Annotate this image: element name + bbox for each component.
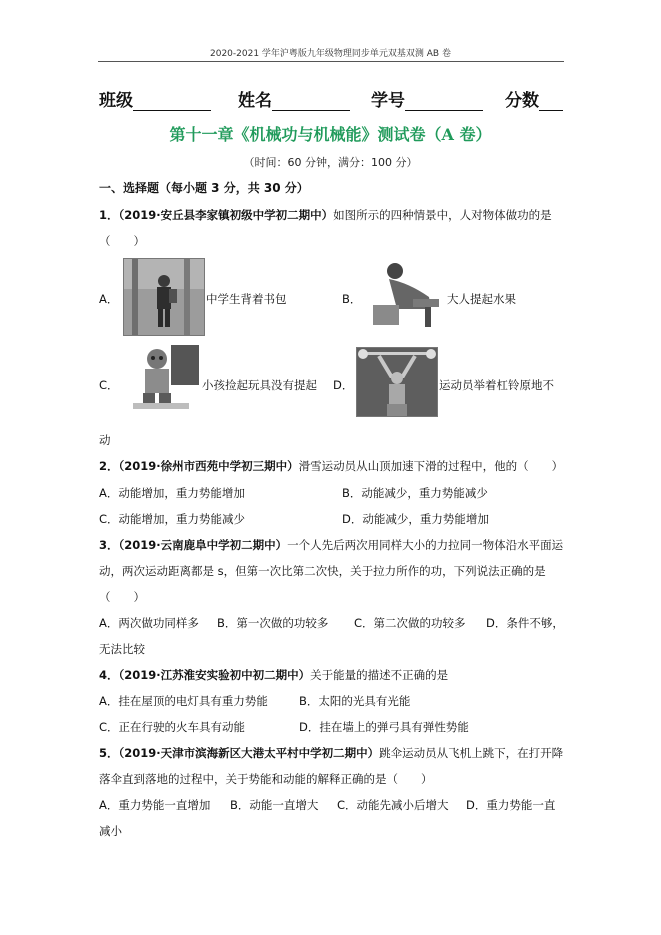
question-3-option-a [99, 615, 199, 631]
question-4-option-d [299, 719, 469, 735]
question-text: 一个人先后两次用同样大小的力拉同一物体沿水平面运 [287, 538, 564, 552]
option-label: C． [354, 616, 374, 630]
option-label: B． [230, 798, 250, 812]
option-text: 动能减少，重力势能增加 [362, 512, 489, 526]
question-1-option-a-text: 中学生背着书包 [206, 292, 287, 306]
option-label: B． [342, 486, 362, 500]
option-text: 两次做功同样多 [118, 616, 199, 630]
section-heading: 一、选择题（每小题 3 分，共 30 分） [99, 181, 309, 195]
question-5-stem-cont: 落伞直到落地的过程中，关于势能和动能的解释正确的是（ ） [99, 772, 433, 786]
option-label: A． [99, 694, 119, 708]
question-5-option-d-cont: 减小 [99, 824, 122, 838]
question-5-stem [99, 745, 563, 761]
photo-child-toy [123, 345, 199, 411]
question-2-stem [99, 458, 563, 474]
question-3-option-d-cont: 无法比较 [99, 642, 145, 656]
question-source: 1．（2019·安丘县李家镇初级中学初二期中） [99, 208, 334, 222]
page-title: 第十一章《机械功与机械能》测试卷（A 卷） [169, 125, 492, 144]
question-3-stem-cont: 动，两次运动距离都是 s，但第一次比第二次快，关于拉力所作的功，下列说法正确的是 [99, 564, 546, 578]
question-2-option-d [342, 511, 489, 527]
question-1-option-b-text: 大人提起水果 [447, 292, 516, 306]
score-blank[interactable] [539, 92, 563, 111]
name-blank[interactable] [272, 92, 350, 111]
option-text: 动能先减小后增大 [356, 798, 449, 812]
option-label: A． [99, 616, 119, 630]
question-3-option-b [217, 615, 328, 631]
id-label: 学号 [371, 91, 405, 111]
option-text: 重力势能一直 [486, 798, 556, 812]
id-field [371, 86, 483, 111]
class-blank[interactable] [133, 92, 211, 111]
question-5-option-a [99, 797, 210, 813]
question-4-option-c [99, 719, 245, 735]
question-1-option-d-text: 运动员举着杠铃原地不 [439, 378, 554, 392]
name-label: 姓名 [238, 91, 272, 111]
class-field [99, 86, 211, 111]
class-label: 班级 [99, 91, 133, 111]
option-label: D． [299, 720, 320, 734]
question-source: 5．（2019·天津市滨海新区大港太平村中学初二期中） [99, 746, 380, 760]
option-label: C． [99, 512, 119, 526]
question-text: 跳伞运动员从飞机上跳下，在打开降 [379, 746, 564, 760]
option-text: 第二次做的功较多 [373, 616, 466, 630]
option-label: C． [337, 798, 357, 812]
question-5-option-c [337, 797, 449, 813]
question-3-stem-paren: （ ） [99, 590, 145, 604]
question-1-option-a-label: A． [99, 292, 119, 306]
option-label: A． [99, 486, 119, 500]
question-3-stem [99, 537, 563, 553]
option-label: D． [342, 512, 363, 526]
option-label: D． [486, 616, 507, 630]
option-label: A． [99, 798, 119, 812]
question-4-option-b [299, 693, 410, 709]
option-text: 挂在墙上的弹弓具有弹性势能 [319, 720, 469, 734]
option-label: B． [217, 616, 237, 630]
option-text: 挂在屋顶的电灯具有重力势能 [118, 694, 268, 708]
score-label: 分数 [505, 91, 539, 111]
question-1-option-d-label: D． [333, 378, 354, 392]
question-2-option-b [342, 485, 488, 501]
photo-weightlifter [356, 347, 438, 417]
question-1-option-b-label: B． [342, 292, 362, 306]
question-source: 3．（2019·云南鹿阜中学初二期中） [99, 538, 288, 552]
page-header: 2020-2021 学年沪粤版九年级物理同步单元双基双测 AB 卷 [210, 49, 451, 59]
option-text: 太阳的光具有光能 [318, 694, 411, 708]
header-divider [98, 61, 564, 62]
photo-adult-lifting-fruit [369, 261, 444, 329]
question-1-stem-cont: （ ） [99, 234, 145, 248]
option-text: 动能增加，重力势能增加 [118, 486, 245, 500]
question-text: 滑雪运动员从山顶加速下滑的过程中，他的（ ） [298, 459, 564, 473]
question-text: 如图所示的四种情景中，人对物体做功的是 [333, 208, 552, 222]
question-text: 关于能量的描述不正确的是 [310, 668, 449, 682]
page-subtitle: （时间：60 分钟，满分：100 分） [243, 156, 418, 169]
option-text: 动能一直增大 [249, 798, 319, 812]
question-1-option-c-label: C． [99, 378, 119, 392]
question-2-option-c [99, 511, 245, 527]
option-text: 正在行驶的火车具有动能 [118, 720, 246, 734]
question-5-option-b [230, 797, 318, 813]
question-3-option-d [486, 615, 564, 631]
option-label: D． [466, 798, 487, 812]
question-2-option-a [99, 485, 245, 501]
score-field [505, 86, 563, 111]
question-1-stem [99, 207, 552, 223]
question-3-option-c [354, 615, 466, 631]
option-label: C． [99, 720, 119, 734]
option-text: 动能增加，重力势能减少 [118, 512, 246, 526]
question-5-option-d [466, 797, 555, 813]
option-text: 重力势能一直增加 [118, 798, 211, 812]
question-1-option-d-cont: 动 [99, 433, 111, 447]
photo-student-backpack [123, 258, 205, 336]
option-text: 动能减少，重力势能减少 [361, 486, 488, 500]
question-4-stem [99, 667, 448, 683]
question-source: 4．（2019·江苏淮安实验初中初二期中） [99, 668, 311, 682]
option-label: B． [299, 694, 319, 708]
option-text: 第一次做的功较多 [236, 616, 329, 630]
question-4-option-a [99, 693, 268, 709]
question-1-option-c-text: 小孩捡起玩具没有提起 [202, 378, 317, 392]
option-text: 条件不够， [506, 616, 564, 630]
name-field [238, 86, 350, 111]
id-blank[interactable] [405, 92, 483, 111]
question-source: 2．（2019·徐州市西苑中学初三期中） [99, 459, 299, 473]
